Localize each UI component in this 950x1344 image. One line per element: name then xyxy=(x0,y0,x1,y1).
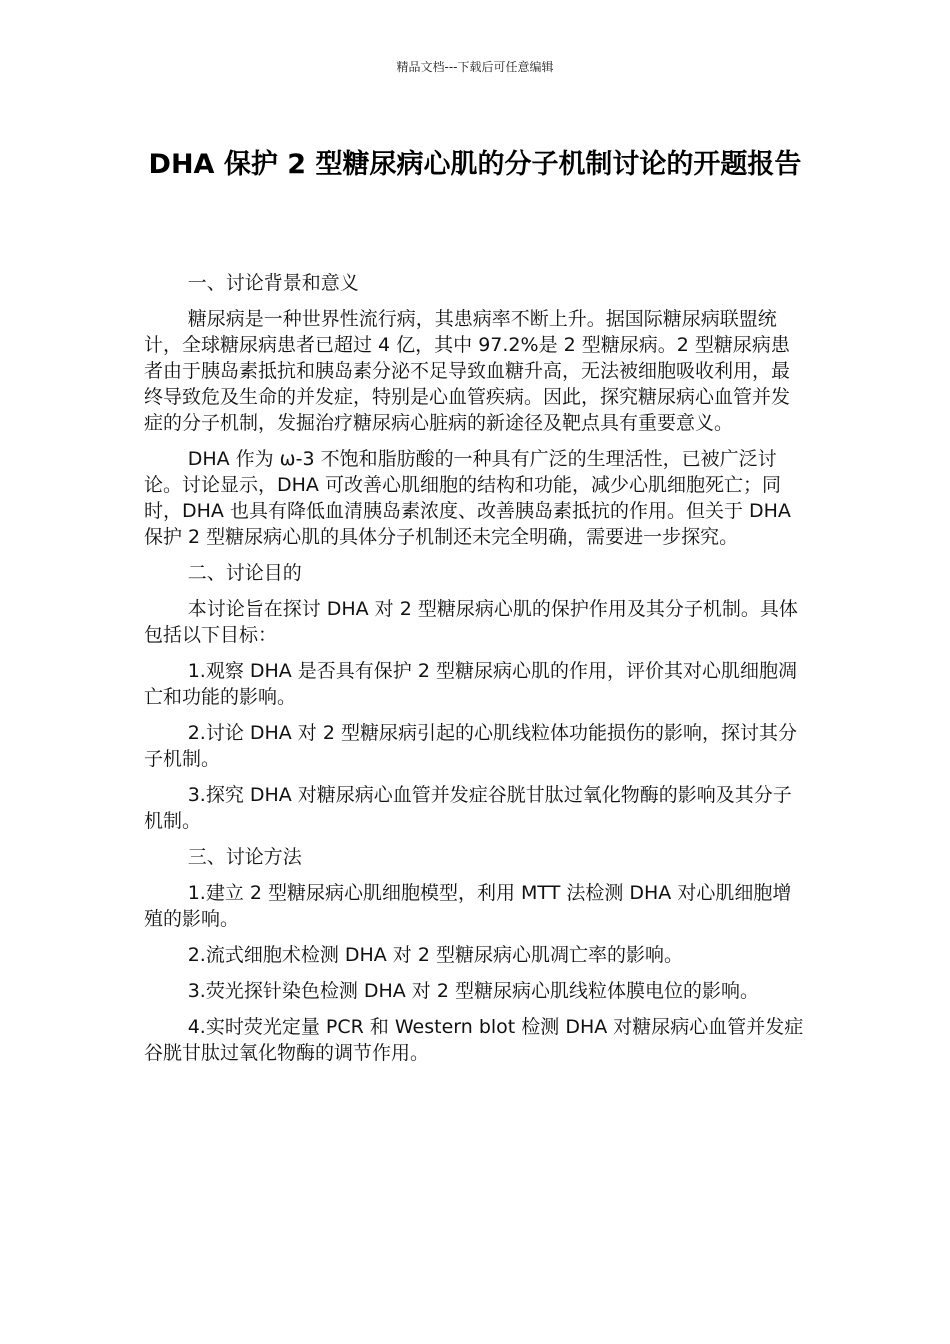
purpose-item: 1.观察 DHA 是否具有保护 2 型糖尿病心肌的作用，评价其对心肌细胞凋亡和功能的影响。 xyxy=(144,660,797,708)
paragraph-purpose-intro: 本讨论旨在探讨 DHA 对 2 型糖尿病心肌的保护作用及其分子机制。具体包括以下目标： xyxy=(144,598,798,646)
section-heading-methods: 三、讨论方法 xyxy=(187,846,302,868)
paragraph-background-2: DHA 作为 ω-3 不饱和脂肪酸的一种具有广泛的生理活性，已被广泛讨论。讨论显示，DHA 可改善心肌细胞的结构和功能，减少心肌细胞死亡；同时，DHA 也具有降低血清胰岛素浓度、改善胰岛素抵抗的作用。但关于 DHA 保护 2 型糖尿病心肌的具体分子机制还未完全明确，需要进一步探究。 xyxy=(144,448,791,548)
page-header: 精品文档---下载后可任意编辑 xyxy=(396,60,554,74)
document-body xyxy=(144,270,808,1076)
purpose-item: 3.探究 DHA 对糖尿病心血管并发症谷胱甘肽过氧化物酶的影响及其分子机制。 xyxy=(144,784,792,832)
document-title: DHA 保护 2 型糖尿病心肌的分子机制讨论的开题报告 xyxy=(148,149,802,180)
method-item: 4.实时荧光定量 PCR 和 Western blot 检测 DHA 对糖尿病心血管并发症谷胱甘肽过氧化物酶的调节作用。 xyxy=(144,1016,804,1064)
method-item: 2.流式细胞术检测 DHA 对 2 型糖尿病心肌凋亡率的影响。 xyxy=(187,944,683,966)
method-item: 1.建立 2 型糖尿病心肌细胞模型，利用 MTT 法检测 DHA 对心肌细胞增殖的影响。 xyxy=(144,882,792,930)
purpose-item: 2.讨论 DHA 对 2 型糖尿病引起的心肌线粒体功能损伤的影响，探讨其分子机制。 xyxy=(144,722,797,770)
paragraph-background-1: 糖尿病是一种世界性流行病，其患病率不断上升。据国际糖尿病联盟统计，全球糖尿病患者已超过 4 亿，其中 97.2%是 2 型糖尿病。2 型糖尿病患者由于胰岛素抵抗和胰岛素分泌不足导致血糖升高，无法被细胞吸收利用，最终导致危及生命的并发症，特别是心血管疾病。因此，探究糖尿病心血管并发症的分子机制，发掘治疗糖尿病心脏病的新途径及靶点具有重要意义。 xyxy=(144,308,791,434)
section-heading-background: 一、讨论背景和意义 xyxy=(187,272,359,294)
section-heading-purpose: 二、讨论目的 xyxy=(187,562,302,584)
method-item: 3.荧光探针染色检测 DHA 对 2 型糖尿病心肌线粒体膜电位的影响。 xyxy=(187,980,759,1002)
